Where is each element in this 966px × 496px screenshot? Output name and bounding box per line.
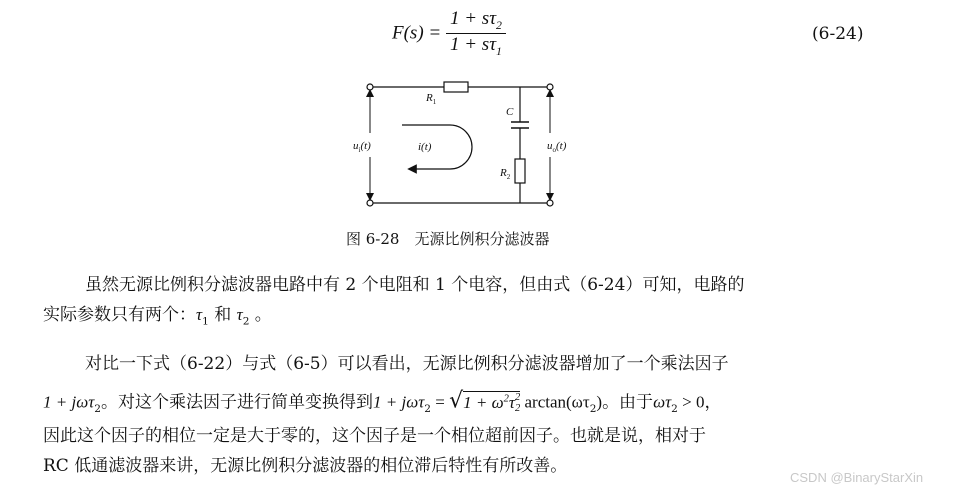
paragraph-2-line1: 对比一下式（6-22）与式（6-5）可以看出，无源比例积分滤波器增加了一个乘法因子 xyxy=(85,354,729,374)
paragraph-2-line4: RC 低通滤波器来讲，无源比例积分滤波器的相位滞后特性有所改善。 xyxy=(43,456,568,476)
label-uo: $u_o(t)$ xyxy=(547,140,567,154)
terminal-bottom-left xyxy=(367,200,373,206)
paragraph-1 xyxy=(43,270,893,300)
terminal-top-right xyxy=(547,84,553,90)
resistor-r2 xyxy=(515,159,525,183)
formula xyxy=(392,8,506,59)
current-loop-arrow xyxy=(402,125,472,169)
paragraph-2-line2: 1 + jωτ$_2$。对这个乘法因子进行简单变换得到$1 + j\omega\tau_2 = √1 + \omega^2\tau$ 2 2 $\arctan(\omega\tau_2)$。由于$\omega\tau_2 > 0$， xyxy=(43,388,722,416)
label-current: i(t) xyxy=(418,141,432,153)
formula-denominator: $1 + s\tau_1$ xyxy=(449,33,502,58)
circuit-diagram xyxy=(340,75,580,215)
terminal-top-left xyxy=(367,84,373,90)
label-c: C xyxy=(506,106,514,118)
paragraph-2-line3: 因此这个因子的相位一定是大于零的，这个因子是一个相位超前因子。也就是说，相对于 xyxy=(43,426,706,446)
label-r1: $R_1$ xyxy=(426,92,437,106)
formula-fraction xyxy=(446,8,506,59)
label-ui: $u_i(t)$ xyxy=(353,140,371,154)
label-r2: $R_2$ xyxy=(500,167,511,181)
formula-lhs: F(s) = xyxy=(392,22,442,44)
para1-line1: 虽然无源比例积分滤波器电路中有 2 个电阻和 1 个电容，但由式（6-24）可知，电路的 xyxy=(85,275,745,295)
resistor-r1 xyxy=(444,82,468,92)
watermark: CSDN @BinaryStarXin xyxy=(790,470,924,485)
formula-numerator: $1 + s\tau_2$ xyxy=(446,8,506,34)
paragraph-1-line2: 实际参数只有两个：$\tau_1$ 和 $\tau_2$ 。 xyxy=(43,305,272,328)
figure-caption: 图 6-28 无源比例积分滤波器 xyxy=(346,230,550,248)
sqrt-body: $1 + \omega^2\tau$ 2 2 xyxy=(463,392,521,414)
terminal-bottom-right xyxy=(547,200,553,206)
equation-number: (6-24) xyxy=(812,24,864,44)
sqrt-sign: √ xyxy=(449,388,464,414)
